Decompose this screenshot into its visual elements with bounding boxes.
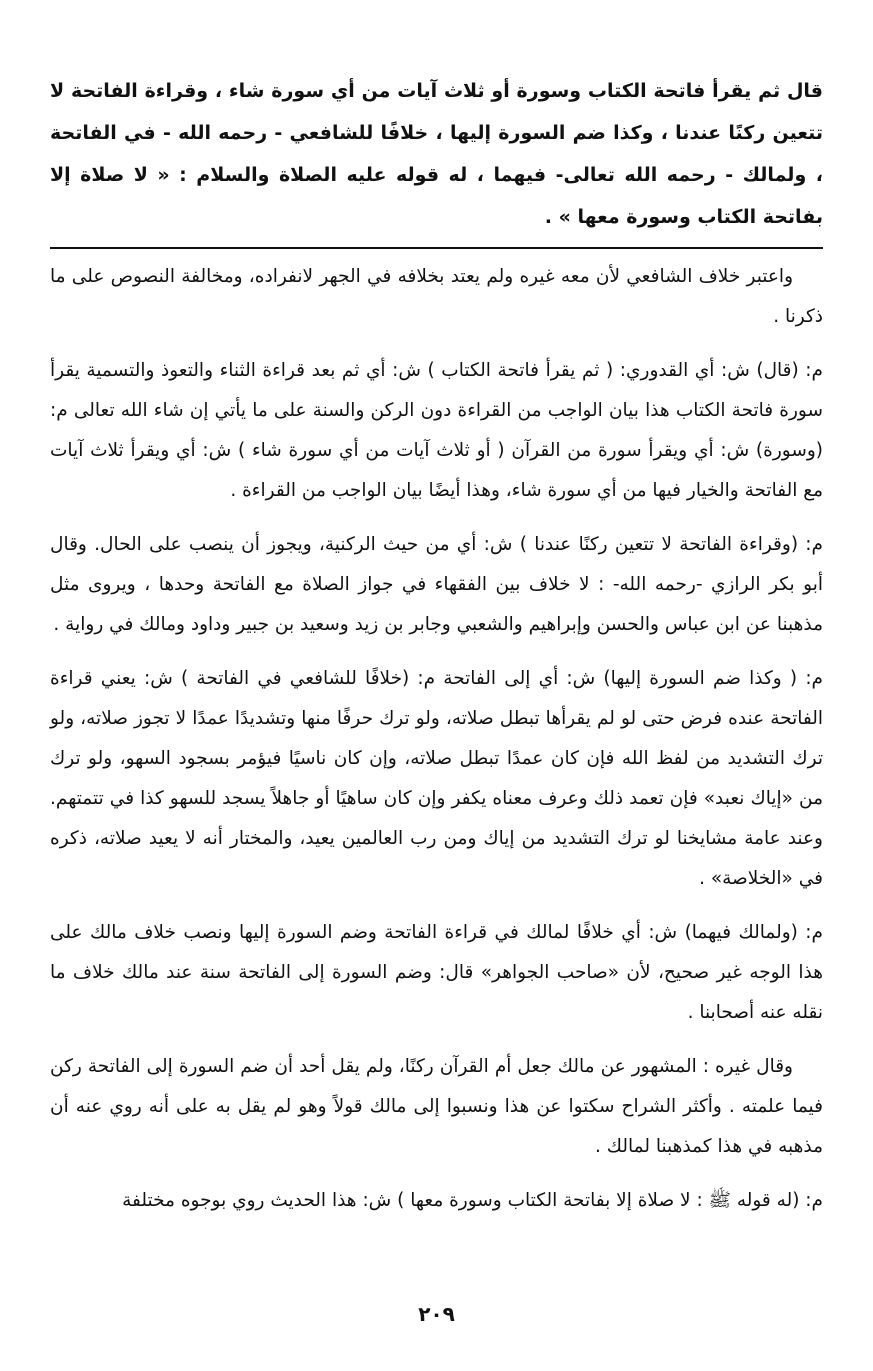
sharh-paragraph: م: (له قوله ﷺ : لا صلاة إلا بفاتحة الكتاب وسورة معها ) ش: هذا الحديث روي بوجوه مختلفة [122, 1190, 823, 1211]
sharh-paragraph: م: ( وكذا ضم السورة إليها) ش: أي إلى الفاتحة م: (خلافًا للشافعي في الفاتحة ) ش: يعني قراءة الفاتحة عنده فرض حتى لو لم يقرأها تبطل صلاته، ولو ترك حرفًا منها وتشديدًا عمدًا لا تجوز صلاته، ولو ترك التشديد من لفظ الله فإن كان عمدًا تبطل صلاته، وإن كان ناسيًا فيؤمر بسجود السهو، ولو ترك من «إياك نعبد» فإن تعمد ذلك وعرف معناه يكفر وإن كان ساهيًا أو جاهلاً يسجد للسهو كذا في تتمتهم. وعند عامة مشايخنا لو ترك التشديد من إياك ومن رب العالمين يعيد، والمختار أنه لا يعيد صلاته، ذكره في «الخلاصة» . [50, 668, 823, 889]
page-number: ٢٠٩ [418, 1302, 455, 1326]
matn-section [50, 70, 823, 238]
sharh-paragraph: م: (قال) ش: أي القدوري: ( ثم يقرأ فاتحة الكتاب ) ش: أي ثم بعد قراءة الثناء والتعوذ والتسمية يقرأ سورة فاتحة الكتاب هذا بيان الواجب من القراءة دون الركن والسنة على ما يأتي إن شاء الله تعالى م: (وسورة) ش: أي ويقرأ سورة من القرآن ( أو ثلاث آيات من أي سورة شاء ) ش: أي ويقرأ ثلاث آيات مع الفاتحة والخيار فيها من أي سورة شاء، وهذا أيضًا بيان الواجب من القراءة . [50, 360, 823, 501]
sharh-paragraph: م: (ولمالك فيهما) ش: أي خلافًا لمالك في قراءة الفاتحة وضم السورة إليها ونصب خلاف مالك على هذا الوجه غير صحيح، لأن «صاحب الجواهر» قال: وضم السورة إلى الفاتحة سنة عند مالك خلاف ما نقله عنه أصحابنا . [50, 922, 823, 1023]
matn-text: قال ثم يقرأ فاتحة الكتاب وسورة أو ثلاث آيات من أي سورة شاء ، وقراءة الفاتحة لا تتعين ركنًا عندنا ، وكذا ضم السورة إليها ، خلافًا للشافعي - رحمه الله - في الفاتحة ، ولمالك - رحمه الله تعالى- فيهما ، له قوله عليه الصلاة والسلام : « لا صلاة إلا بفاتحة الكتاب وسورة معها » . [50, 80, 823, 228]
sharh-paragraph: م: (وقراءة الفاتحة لا تتعين ركنًا عندنا ) ش: أي من حيث الركنية، ويجوز أن ينصب على الحال. وقال أبو بكر الرازي -رحمه الله- : لا خلاف بين الفقهاء في جواز الصلاة مع الفاتحة وحدها ، ويروى مثل مذهبنا عن ابن عباس والحسن وإبراهيم والشعبي وجابر بن زيد وسعيد بن جبير وداود ومالك في رواية . [50, 534, 823, 635]
sharh-paragraph: وقال غيره : المشهور عن مالك جعل أم القرآن ركنًا، ولم يقل أحد أن ضم السورة إلى الفاتحة ركن فيما علمته . وأكثر الشراح سكتوا عن هذا ونسبوا إلى مالك قولاً وهو لم يقل به على أنه روي عنه أن مذهبه في هذا كمذهبنا لمالك . [50, 1056, 823, 1157]
sharh-section [50, 257, 823, 1221]
section-divider [50, 247, 823, 249]
sharh-paragraph: واعتبر خلاف الشافعي لأن معه غيره ولم يعتد بخلافه في الجهر لانفراده، ومخالفة النصوص على ما ذكرنا . [50, 266, 823, 327]
